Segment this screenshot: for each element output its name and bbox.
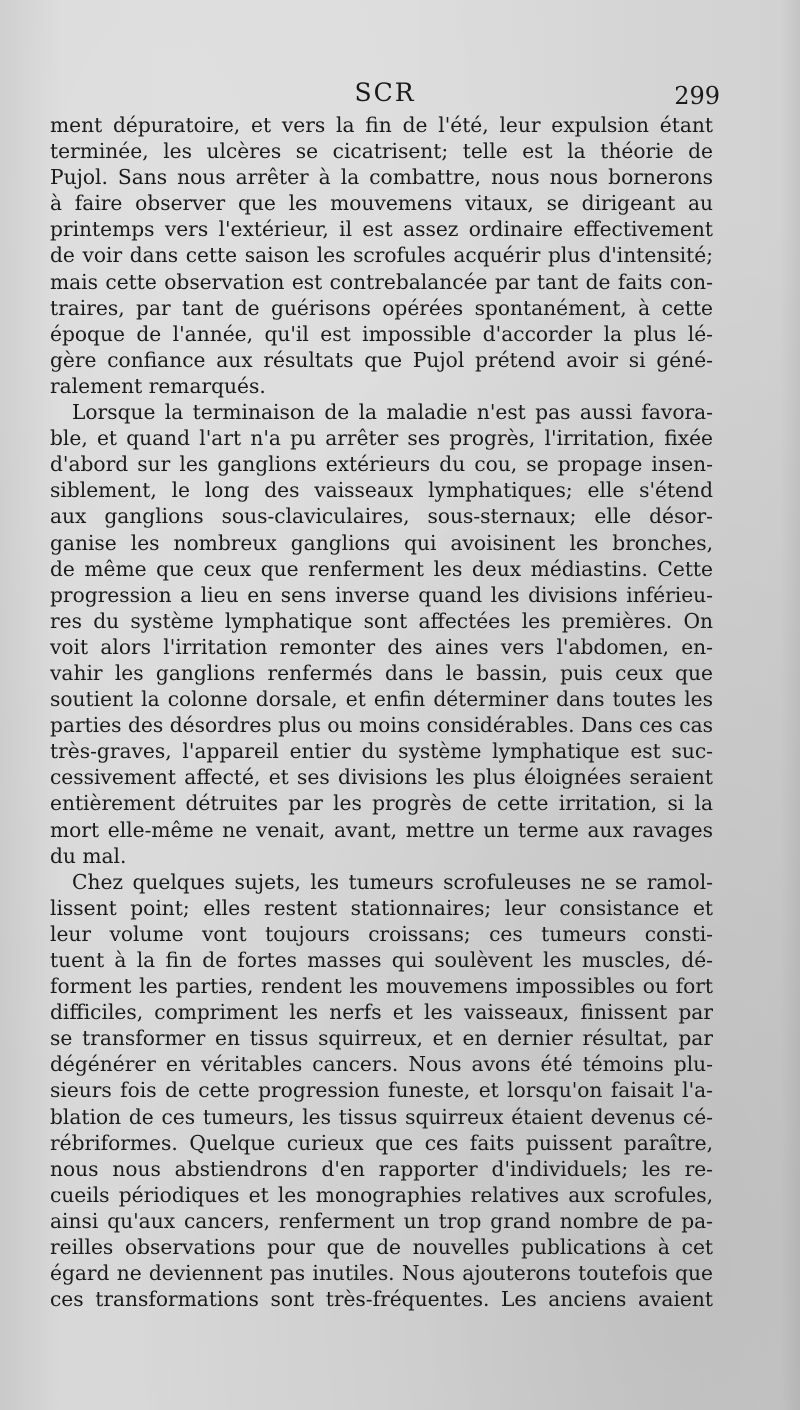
text-line: voit alors l'irritation remonter des aines vers l'abdomen, en- (50, 634, 713, 659)
text-line: Chez quelques sujets, les tumeurs scrofuleuses ne se ramol- (72, 869, 713, 894)
text-line: vahir les ganglions renfermés dans le bassin, puis ceux que (50, 660, 713, 685)
text-line: leur volume vont toujours croissans; ces tumeurs consti- (50, 921, 713, 946)
text-line: progression a lieu en sens inverse quand les divisions inférieu- (50, 582, 713, 607)
text-line: cessivement affecté, et ses divisions les plus éloignées seraient (50, 765, 713, 790)
text-line: dégénérer en véritables cancers. Nous avons été témoins plu- (50, 1052, 713, 1077)
text-line: soutient la colonne dorsale, et enfin déterminer dans toutes les (50, 687, 713, 712)
text-line: ralement remarqués. (50, 373, 266, 398)
text-line: ganise les nombreux ganglions qui avoisinent les bronches, (50, 530, 713, 555)
text-line: parties des désordres plus ou moins considérables. Dans ces cas (50, 713, 713, 738)
text-line: d'abord sur les ganglions extérieurs du cou, se propage insen- (50, 452, 713, 477)
text-line: ble, et quand l'art n'a pu arrêter ses progrès, l'irritation, fixée (50, 426, 713, 451)
text-line: ment dépuratoire, et vers la fin de l'été, leur expulsion étant (50, 113, 713, 137)
running-title: SCR (354, 78, 416, 107)
text-line: nous nous abstiendrons d'en rapporter d'individuels; les re- (50, 1156, 713, 1181)
text-line: forment les parties, rendent les mouvemens impossibles ou fort (50, 974, 713, 999)
text-line: égard ne deviennent pas inutiles. Nous ajouterons toutefois que (50, 1261, 713, 1286)
text-line: se transformer en tissus squirreux, et en dernier résultat, par (50, 1026, 713, 1051)
text-line: aux ganglions sous-claviculaires, sous-sternaux; elle désor- (50, 504, 713, 529)
running-head (50, 78, 720, 112)
text-line: sieurs fois de cette progression funeste, et lorsqu'on faisait l'a- (50, 1078, 713, 1103)
text-line: de voir dans cette saison les scrofules acquérir plus d'intensité; (50, 243, 713, 268)
text-line: époque de l'année, qu'il est impossible d'accorder la plus lé- (50, 321, 713, 346)
text-line: du mal. (50, 843, 127, 868)
text-line: mort elle-même ne venait, avant, mettre un terme aux ravages (50, 817, 713, 842)
text-line: très-graves, l'appareil entier du système lymphatique est suc- (50, 739, 713, 764)
page-number: 299 (674, 82, 720, 110)
text-line: lissent point; elles restent stationnaires; leur consistance et (50, 895, 713, 920)
text-line: de même que ceux que renferment les deux médiastins. Cette (50, 556, 713, 581)
text-line: res du système lymphatique sont affectées les premières. On (50, 608, 713, 633)
text-line: entièrement détruites par les progrès de cette irritation, si la (50, 791, 713, 816)
text-line: ces transformations sont très-fréquentes. Les anciens avaient (50, 1287, 713, 1312)
text-line: Lorsque la terminaison de la maladie n'est pas aussi favora- (72, 400, 713, 425)
text-line: à faire observer que les mouvemens vitaux, se dirigeant au (50, 191, 713, 216)
text-line: siblement, le long des vaisseaux lymphatiques; elle s'étend (50, 478, 713, 503)
text-line: difficiles, compriment les nerfs et les vaisseaux, finissent par (50, 1000, 713, 1025)
text-line: cueils périodiques et les monographies relatives aux scrofules, (50, 1182, 713, 1207)
text-line: reilles observations pour que de nouvelles publications à cet (50, 1235, 713, 1260)
text-line: traires, par tant de guérisons opérées spontanément, à cette (50, 295, 713, 320)
text-line: blation de ces tumeurs, les tissus squirreux étaient devenus cé- (50, 1104, 713, 1129)
text-line: gère confiance aux résultats que Pujol prétend avoir si géné- (50, 347, 713, 372)
text-line: rébriformes. Quelque curieux que ces faits puissent paraître, (50, 1130, 713, 1155)
body-text (50, 112, 713, 1312)
text-line: terminée, les ulcères se cicatrisent; telle est la théorie de (50, 139, 713, 164)
text-line: Pujol. Sans nous arrêter à la combattre, nous nous bornerons (50, 165, 713, 190)
text-line: mais cette observation est contrebalancée par tant de faits con- (50, 269, 713, 294)
text-line: tuent à la fin de fortes masses qui soulèvent les muscles, dé- (50, 948, 713, 972)
text-line: printemps vers l'extérieur, il est assez ordinaire effectivement (50, 217, 713, 242)
text-line: ainsi qu'aux cancers, renferment un trop grand nombre de pa- (50, 1208, 713, 1233)
